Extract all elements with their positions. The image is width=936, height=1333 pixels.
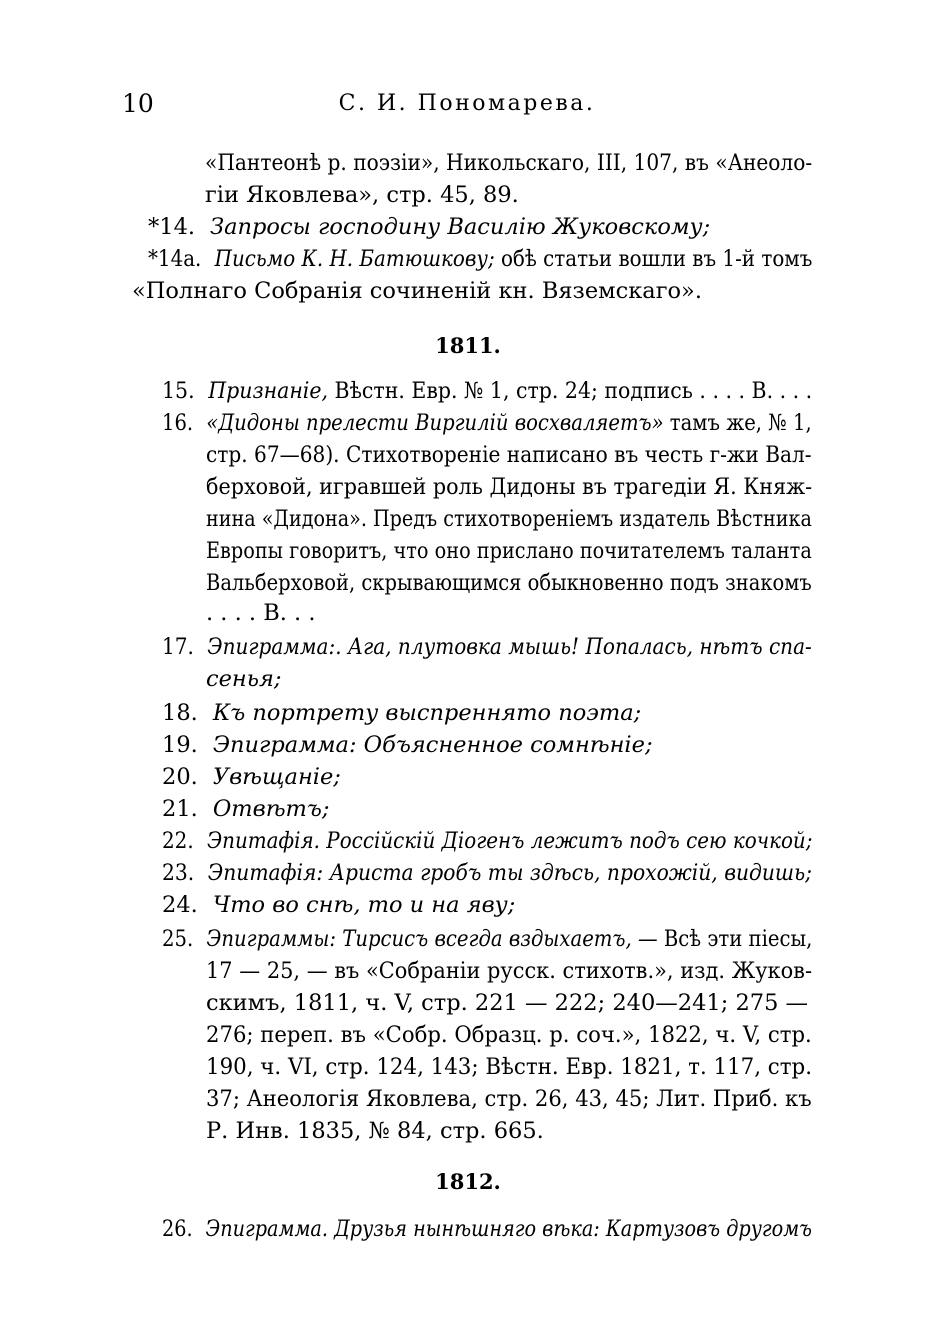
- entry-title: Эпитафія. Россійскій Діогенъ лежитъ подъ сею кочкой;: [206, 828, 813, 854]
- year-heading: 1812.: [435, 1169, 501, 1194]
- entry-line: [148, 244, 812, 275]
- entry-title: Эпиграммы: Тирсисъ всегда вздыхаетъ,: [206, 926, 632, 952]
- line-text: 37; Анеологія Яковлева, стр. 26, 43, 45; Лит. Приб. къ: [206, 1086, 812, 1112]
- text-line: [206, 568, 812, 599]
- entry-note: — Всѣ эти піесы,: [631, 926, 813, 952]
- entry-line: [162, 826, 812, 857]
- line-text: гіи Яковлева», стр. 45, 89.: [205, 182, 519, 208]
- entry-title: Отвѣтъ;: [212, 796, 330, 822]
- entry-note: обѣ статьи вошли въ 1-й томъ: [494, 246, 813, 272]
- entry-number: 25.: [162, 926, 194, 952]
- text-line: [205, 180, 519, 211]
- text-line: [206, 1052, 812, 1083]
- entry-number: 15.: [162, 378, 195, 404]
- line-text: 276; переп. въ «Собр. Образц. р. соч.», 1822, ч. V, стр.: [206, 1022, 812, 1048]
- line-text: Р. Инв. 1835, № 84, стр. 665.: [206, 1118, 544, 1144]
- entry-title: Письмо К. Н. Батюшкову;: [214, 246, 495, 272]
- text-line: [206, 536, 812, 567]
- entry-line: [162, 632, 812, 663]
- line-text: скимъ, 1811, ч. V, стр. 221 — 222; 240—241; 275 —: [206, 990, 809, 1016]
- line-text: «Пантеонѣ р. поэзіи», Никольскаго, III, 107, въ «Анеоло-: [205, 150, 813, 176]
- entry-line: [162, 698, 641, 729]
- entry-title: Увѣщаніе;: [212, 764, 341, 790]
- entry-number: 17.: [162, 634, 194, 660]
- entry-title: Эпиграмма: Объясненное сомнѣніе;: [212, 732, 653, 758]
- line-text: стр. 67—68). Стихотвореніе написано въ честь г-жи Вал-: [206, 442, 812, 468]
- entry-note: тамъ же, № 1,: [663, 410, 812, 436]
- entry-line: [162, 408, 812, 439]
- line-text: 17 — 25, — въ «Собраніи русск. стихотв.», изд. Жуков-: [206, 958, 813, 984]
- entry-number: 21.: [162, 796, 198, 822]
- entry-line: [162, 1214, 812, 1245]
- text-line: [206, 504, 812, 535]
- line-text: Вальберховой, скрывающимся обыкновенно подъ знакомъ: [206, 570, 812, 596]
- page-number: 10: [122, 89, 154, 118]
- entry-number: 23.: [162, 860, 195, 886]
- entry-line: [162, 376, 812, 407]
- line-text: Европы говоритъ, что оно прислано почитателемъ таланта: [206, 538, 812, 564]
- text-line: [206, 1084, 812, 1115]
- line-text: 190, ч. VI, стр. 124, 143; Вѣстн. Евр. 1821, т. 117, стр.: [206, 1054, 813, 1080]
- entry-line: [162, 794, 329, 825]
- entry-title: Эпиграмма. Друзья нынѣшняго вѣка: Картузовъ другомъ: [205, 1216, 813, 1242]
- text-line: [206, 440, 812, 471]
- entry-note: Вѣстн. Евр. № 1, стр. 24; подпись . . . . В. . . .: [328, 378, 813, 404]
- entry-title: Что во снѣ, то и на яву;: [212, 892, 516, 918]
- text-line: [206, 1116, 544, 1147]
- running-title: С. И. Пономарева.: [338, 91, 596, 116]
- text-line: [206, 598, 316, 629]
- entry-line: [162, 762, 341, 793]
- entry-number: *14а.: [148, 246, 202, 272]
- entry-line: [162, 924, 812, 955]
- entry-line: [162, 730, 653, 761]
- text-line: [206, 988, 808, 1019]
- entry-number: 20.: [162, 764, 198, 790]
- entry-line: [148, 212, 710, 243]
- line-text: нина «Дидона». Предъ стихотвореніемъ издатель Вѣстника: [206, 506, 812, 532]
- entry-title: Запросы господину Василію Жуковскому;: [210, 214, 711, 240]
- entry-line: [162, 890, 515, 921]
- entry-number: 18.: [162, 700, 198, 726]
- text-line: [206, 1020, 812, 1051]
- entry-title: сенья;: [206, 666, 282, 692]
- running-header: [122, 88, 812, 124]
- entry-number: 24.: [162, 892, 198, 918]
- line-text: «Полнаго Собранія сочиненій кн. Вяземскаго».: [132, 278, 702, 304]
- entry-number: 22.: [162, 828, 194, 854]
- text-line: [206, 472, 812, 503]
- entry-number: *14.: [148, 214, 196, 240]
- entry-title: Эпитафія: Ариста гробъ ты здѣсь, прохожій, видишь;: [207, 860, 812, 886]
- line-text: . . . . В. . .: [206, 600, 316, 626]
- text-line: [206, 664, 281, 695]
- entry-number: 19.: [162, 732, 198, 758]
- entry-number: 26.: [162, 1216, 193, 1242]
- entry-number: 16.: [162, 410, 194, 436]
- entry-title: Къ портрету выспреннято поэта;: [212, 700, 642, 726]
- line-text: берховой, игравшей роль Дидоны въ трагедіи Я. Княж-: [206, 474, 813, 500]
- text-line: [206, 956, 812, 987]
- entry-title: Признаніе,: [208, 378, 329, 404]
- text-line: [132, 276, 702, 307]
- year-heading: 1811.: [435, 333, 501, 358]
- entry-title: Эпиграмма:. Ага, плутовка мышь! Попалась, нѣтъ спа-: [207, 634, 812, 660]
- text-line: [205, 148, 812, 179]
- entry-title: «Дидоны прелести Виргилій восхваляетъ»: [206, 410, 664, 436]
- entry-line: [162, 858, 812, 889]
